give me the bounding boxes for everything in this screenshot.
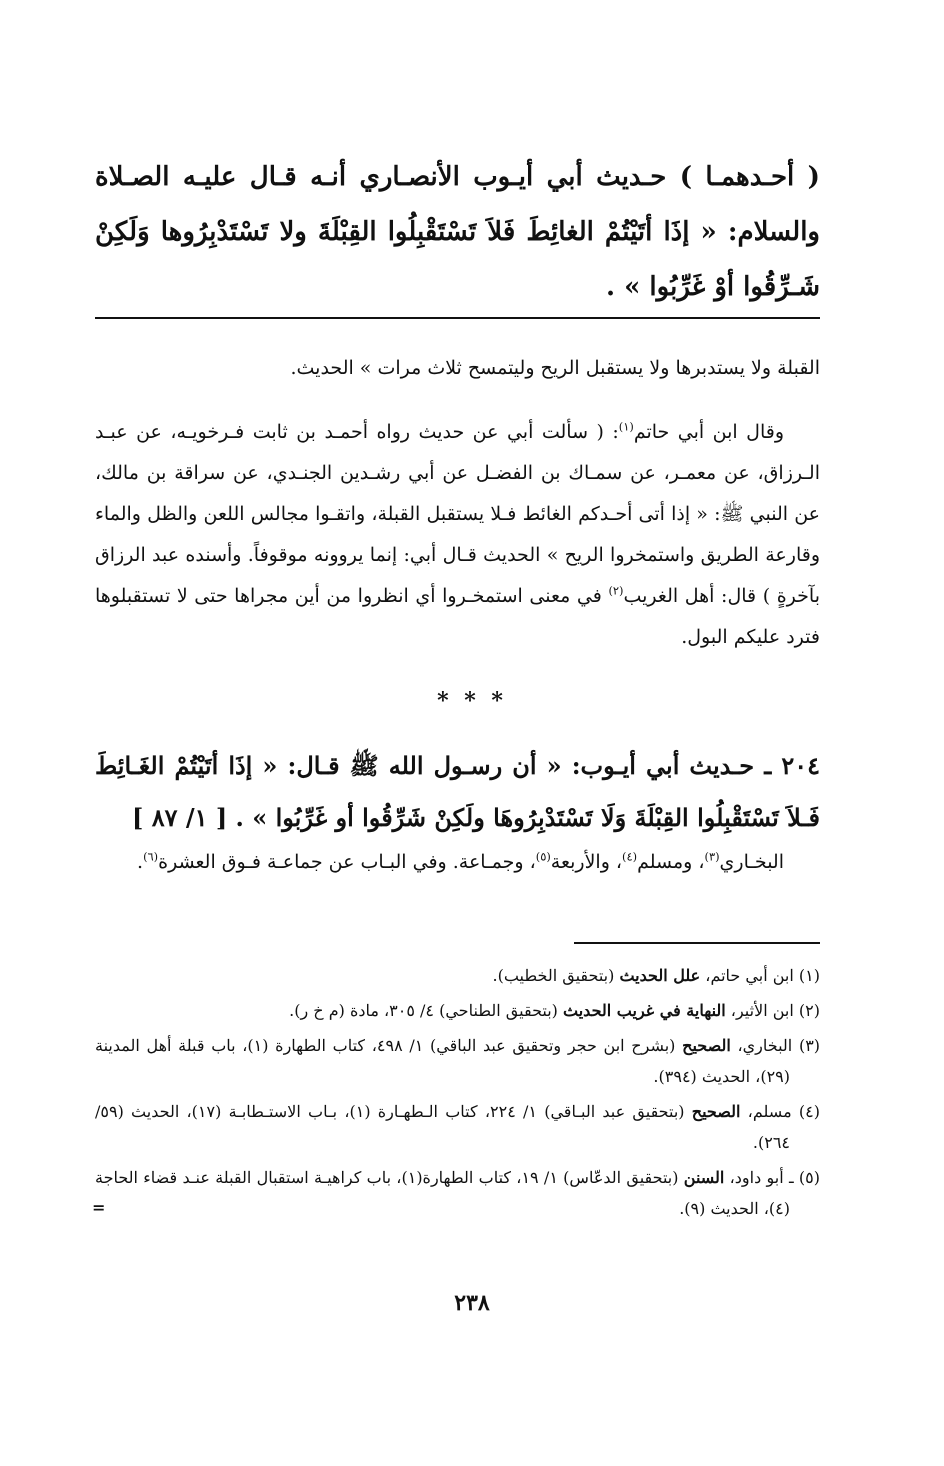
section-separator: * * *: [437, 688, 507, 714]
matn-divider: [95, 317, 820, 319]
takhrij-paragraph: [95, 842, 820, 883]
footnote-ref-3: (٣): [704, 849, 720, 864]
takhrij-text-e: .: [137, 851, 144, 873]
footnote-detail: (بتحقيق الطناحي) ٤/ ٣٠٥، مادة (م خ ر).: [289, 1001, 564, 1020]
commentary-paragraph-2: [95, 412, 820, 658]
footnote-ref-1: (١): [618, 419, 634, 434]
commentary-paragraph-1: القبلة ولا يستدبرها ولا يستقبل الريح وليتمسح ثلاث مرات » الحديث.: [290, 357, 820, 379]
footnotes: [95, 960, 820, 1228]
takhrij-text-d: ، وجمـاعة. وفي البـاب عن جماعـة فـوق العشرة: [158, 851, 536, 873]
page-number: ٢٣٨: [454, 1290, 490, 1316]
footnote-number: (٣): [798, 1036, 821, 1055]
commentary-text-a: وقال ابن أبي حاتم: [633, 421, 785, 443]
takhrij-text-a: البخـاري: [719, 851, 784, 873]
footnote-title: النهاية في غريب الحديث: [563, 1001, 726, 1020]
footnote-title: السنن: [683, 1168, 725, 1187]
footnote-number: (٢): [798, 1001, 820, 1020]
matn-text: [95, 150, 820, 315]
footnote-author: مسلم،: [740, 1102, 792, 1121]
footnote-detail: (بتحقيق الدعّاس) ١/ ١٩، كتاب الطهارة(١)، باب كراهيـة استقبال القبلة عنـد قضاء الحاجة (٤)، الحديث (٩).: [95, 1168, 790, 1218]
footnote-4: [95, 1096, 820, 1158]
footnote-title: الصحيح: [682, 1036, 731, 1055]
footnote-number: (١): [798, 966, 820, 985]
commentary-text-b: : ( سألت أبي عن حديث رواه أحمـد بن ثابت فـرخويـه، عن عبـد الـرزاق، عن معمـر، عن سمـاك بن الفضـل عن أبي رشـدين الجنـدي، عن سراقة بن مالك، عن النبي ﷺ: « إذا أتى أحـدكم الغائط فـلا يستقبل القبلة، واتقـوا مجالس اللعن والظل والماء وقارعة الطريق واستمخروا الريح » الحديث قـال أبي: إنما يروونه موقوفاً. وأسنده عبد الرزاق بآخرةٍ ) قال: أهل الغريب: [95, 421, 820, 607]
takhrij-text-b: ، ومسلم: [637, 851, 705, 873]
footnote-ref-2: (٢): [608, 583, 624, 598]
footnote-2: [95, 995, 820, 1026]
hadith-text: ٢٠٤ ـ حـديث أبي أيـوب: « أن رسـول الله ﷺ قـال: « إذَا أتَيْتُمْ الغَـائِطَ فَـلاَ تَسْتَقْبِلُوا القِبْلَةَ وَلَا تَسْتَدْبِرُوهَا ولَكِنْ شَرِّقُوا أو غَرِّبُوا » . [ ١/ ٨٧ ]: [95, 751, 820, 832]
footnote-3: [95, 1030, 820, 1092]
footnote-author: ابن أبي حاتم،: [700, 966, 794, 985]
footnote-ref-6: (٦): [143, 849, 159, 864]
footnote-title: علل الحديث: [619, 966, 701, 985]
footnote-detail: (بشرح ابن حجر وتحقيق عبد الباقي) ١/ ٤٩٨، كتاب الطهارة (١)، باب قبلة أهل المدينة (٢٩)، الحديث (٣٩٤).: [95, 1036, 790, 1086]
footnote-1: [95, 960, 820, 991]
footnote-detail: (بتحقيق الخطيب).: [492, 966, 620, 985]
footnote-ref-4: (٤): [622, 849, 638, 864]
footnote-title: الصحيح: [691, 1102, 741, 1121]
footnote-author: ـ أبو داود،: [724, 1168, 794, 1187]
takhrij-text-c: ، والأربعة: [550, 851, 623, 873]
footnote-5: [95, 1162, 820, 1224]
footnote-ref-5: (٥): [535, 849, 551, 864]
footnote-author: البخاري،: [730, 1036, 793, 1055]
footnote-author: ابن الأثير،: [725, 1001, 794, 1020]
footnote-divider: [574, 942, 820, 944]
footnote-number: (٥): [798, 1168, 821, 1187]
footnote-number: (٤): [798, 1102, 820, 1121]
continuation-mark: =: [92, 1198, 106, 1217]
matn-body: حـديث أبي أيـوب الأنصـاري أنـه قـال عليـه الصـلاة والسلام: « إذَا أتَيْتُمْ الغائِطَ فَلاَ تَسْتَقْبِلُوا القِبْلَةَ ولا تَسْتَدْبِرُوها وَلَكِنْ شَـرِّقُوا أوْ غَرِّبُوا » .: [95, 162, 820, 302]
footnote-detail: (بتحقيق عبد البـاقي) ١/ ٢٢٤، كتاب الـطهـارة (١)، بـاب الاستـطابـة (١٧)، الحديث (٥٩/ ٢٦٤).: [95, 1102, 790, 1152]
commentary-text-c: في معنى استمخـروا أي انظروا من أين مجراها حتى لا تستقبلوها فترد عليكم البول.: [95, 585, 820, 648]
matn-label: ( أحـدهمـا ): [679, 162, 820, 192]
